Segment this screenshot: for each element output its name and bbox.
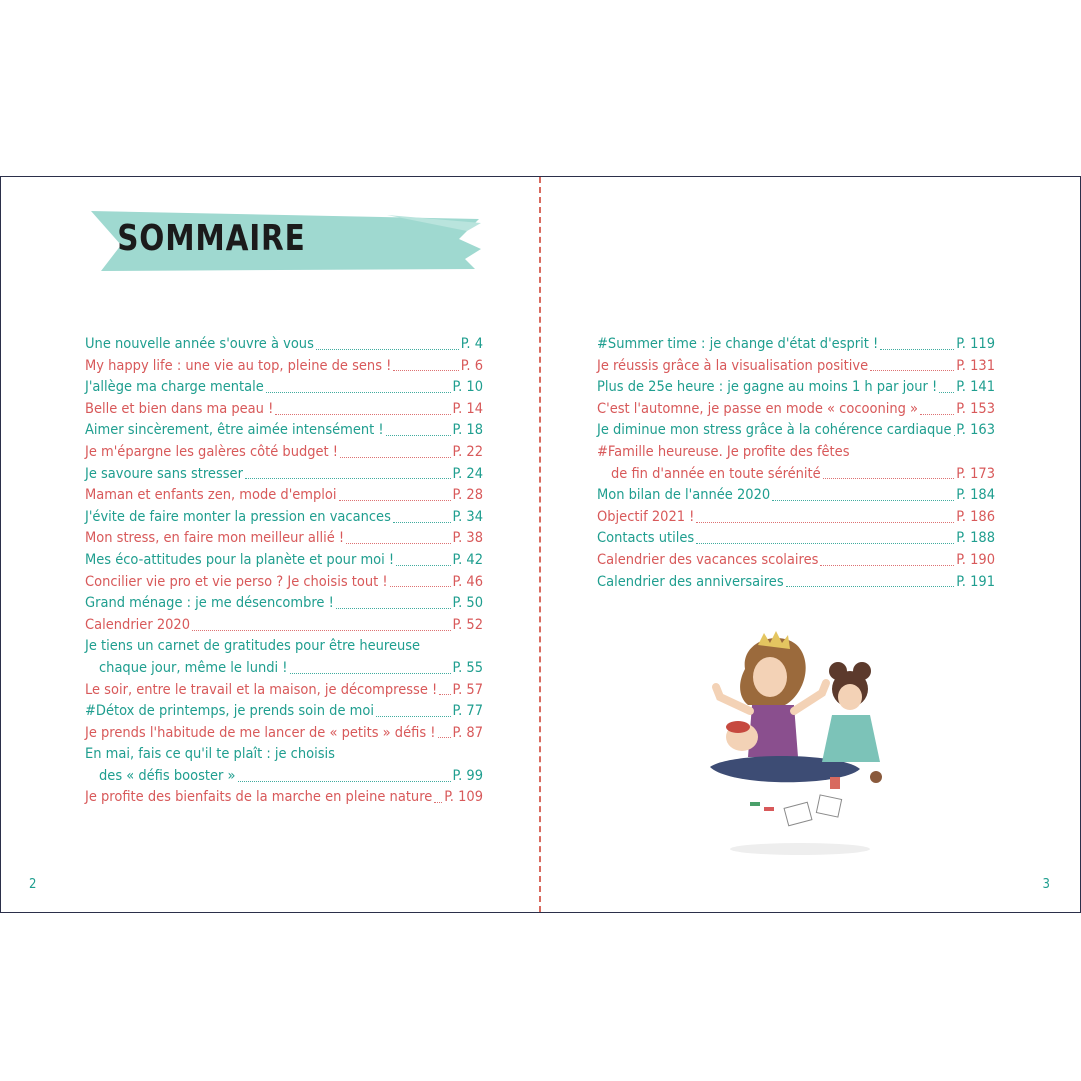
dot-leader <box>340 457 450 458</box>
dot-leader <box>880 349 954 350</box>
table-of-contents-left <box>85 334 483 809</box>
toc-entry-page: P. 42 <box>452 551 483 568</box>
toc-entry-title: Calendrier 2020 <box>85 616 191 633</box>
toc-entry-page: P. 10 <box>452 379 483 396</box>
dot-leader <box>266 392 451 393</box>
page-title: SOMMAIRE <box>117 218 306 259</box>
dot-leader <box>316 349 459 350</box>
toc-entry <box>85 787 483 809</box>
toc-entry-page: P. 190 <box>956 551 995 568</box>
dot-leader <box>823 478 955 479</box>
mother-children-illustration-icon <box>690 627 910 867</box>
toc-entry <box>85 507 483 529</box>
toc-entry-page: P. 18 <box>452 422 483 439</box>
toc-entry-page: P. 38 <box>452 530 483 547</box>
toc-entry <box>597 507 995 529</box>
toc-entry-page: P. 87 <box>452 724 483 741</box>
book-spread <box>0 176 1081 913</box>
toc-entry-title: des « défis booster » <box>99 767 236 784</box>
toc-entry <box>597 572 995 594</box>
dot-leader <box>393 370 458 371</box>
toc-entry-title: #Famille heureuse. Je profite des fêtes <box>597 443 850 460</box>
toc-entry-title: Maman et enfants zen, mode d'emploi <box>85 487 337 504</box>
toc-entry-title: Je tiens un carnet de gratitudes pour être heureuse <box>85 638 421 655</box>
toc-entry-title: Je prends l'habitude de me lancer de « petits » défis ! <box>85 724 436 741</box>
toc-entry-title: Calendrier des anniversaires <box>597 573 784 590</box>
toc-entry-page: P. 119 <box>956 336 995 352</box>
toc-entry-page: P. 34 <box>452 508 483 525</box>
toc-entry-page: P. 191 <box>956 573 995 590</box>
toc-entry-title: Belle et bien dans ma peau ! <box>85 400 274 417</box>
toc-entry-title: Je profite des bienfaits de la marche en pleine nature <box>85 789 433 806</box>
dot-leader <box>346 543 450 544</box>
toc-entry <box>85 528 483 550</box>
toc-entry-title: Je savoure sans stresser <box>85 465 243 482</box>
left-page <box>0 177 540 912</box>
right-page <box>540 177 1081 912</box>
toc-entry <box>597 550 995 572</box>
toc-entry-page: P. 24 <box>452 465 483 482</box>
toc-entry-title: Contacts utiles <box>597 530 695 547</box>
toc-entry <box>85 615 483 637</box>
toc-entry-page: P. 141 <box>956 379 995 396</box>
toc-entry-page: P. 109 <box>444 789 483 806</box>
toc-entry <box>85 680 483 702</box>
toc-entry-page: P. 57 <box>452 681 483 698</box>
toc-entry <box>85 399 483 421</box>
dot-leader <box>786 586 955 587</box>
toc-entry-page: P. 188 <box>956 530 995 547</box>
toc-entry <box>85 636 483 658</box>
dot-leader <box>396 565 450 566</box>
toc-entry-title: En mai, fais ce qu'il te plaît : je choisis <box>85 746 335 763</box>
toc-entry-title: Concilier vie pro et vie perso ? Je choisis tout ! <box>85 573 388 590</box>
toc-entry-page: P. 184 <box>956 487 995 504</box>
toc-entry <box>597 399 995 421</box>
toc-entry-page: P. 131 <box>956 357 995 374</box>
dot-leader <box>870 370 954 371</box>
toc-entry <box>85 723 483 745</box>
toc-entry-title: Grand ménage : je me désencombre ! <box>85 595 334 612</box>
toc-entry-page: P. 14 <box>452 400 483 417</box>
toc-entry-page: P. 46 <box>452 573 483 590</box>
dot-leader <box>434 802 442 803</box>
toc-entry <box>597 356 995 378</box>
toc-entry <box>85 766 483 788</box>
toc-entry-title: Je m'épargne les galères côté budget ! <box>85 443 339 460</box>
dot-leader <box>192 630 450 631</box>
dot-leader <box>390 586 451 587</box>
toc-entry-title: #Summer time : je change d'état d'esprit ! <box>597 336 879 352</box>
toc-entry <box>597 377 995 399</box>
table-of-contents-right <box>597 334 995 593</box>
toc-entry <box>85 572 483 594</box>
toc-entry <box>85 420 483 442</box>
toc-entry-page: P. 186 <box>956 508 995 525</box>
toc-entry <box>85 485 483 507</box>
toc-entry-title: Je réussis grâce à la visualisation positive <box>597 357 869 374</box>
dot-leader <box>438 737 451 738</box>
dot-leader <box>820 565 954 566</box>
toc-entry-title: Aimer sincèrement, être aimée intensément ! <box>85 422 384 439</box>
dot-leader <box>386 435 451 436</box>
toc-entry <box>85 744 483 766</box>
toc-entry-title: Objectif 2021 ! <box>597 508 695 525</box>
dot-leader <box>920 414 954 415</box>
dot-leader <box>376 716 451 717</box>
toc-entry-title: Mon bilan de l'année 2020 <box>597 487 771 504</box>
page-number-left: 2 <box>29 877 37 892</box>
toc-entry-page: P. 4 <box>460 336 483 352</box>
toc-entry <box>85 658 483 680</box>
toc-entry <box>597 420 995 442</box>
toc-entry-title: Mes éco-attitudes pour la planète et pour moi ! <box>85 551 395 568</box>
toc-entry-page: P. 77 <box>452 703 483 720</box>
dot-leader <box>275 414 450 415</box>
dot-leader <box>696 522 954 523</box>
toc-entry <box>85 377 483 399</box>
toc-entry <box>85 550 483 572</box>
toc-entry-title: #Détox de printemps, je prends soin de moi <box>85 703 374 720</box>
dot-leader <box>772 500 954 501</box>
toc-entry-title: Calendrier des vacances scolaires <box>597 551 819 568</box>
toc-entry <box>597 442 995 464</box>
toc-entry <box>597 485 995 507</box>
dot-leader <box>393 522 451 523</box>
toc-entry <box>85 356 483 378</box>
dot-leader <box>696 543 954 544</box>
dot-leader <box>290 673 451 674</box>
toc-entry-title: J'évite de faire monter la pression en vacances <box>85 508 391 525</box>
toc-entry-title: C'est l'automne, je passe en mode « cocooning » <box>597 400 919 417</box>
dot-leader <box>339 500 451 501</box>
dot-leader <box>238 781 451 782</box>
dot-leader <box>954 435 955 436</box>
toc-entry <box>85 593 483 615</box>
toc-entry <box>85 701 483 723</box>
toc-entry-title: J'allège ma charge mentale <box>85 379 264 396</box>
toc-entry-title: chaque jour, même le lundi ! <box>99 659 288 676</box>
toc-entry-title: My happy life : une vie au top, pleine de sens ! <box>85 357 392 374</box>
toc-entry-page: P. 50 <box>452 595 483 612</box>
toc-entry-page: P. 6 <box>460 357 483 374</box>
dot-leader <box>245 478 451 479</box>
toc-entry <box>85 464 483 486</box>
toc-entry-page: P. 52 <box>452 616 483 633</box>
toc-entry-page: P. 173 <box>956 465 995 482</box>
toc-entry-page: P. 28 <box>452 487 483 504</box>
toc-entry-title: Mon stress, en faire mon meilleur allié ! <box>85 530 345 547</box>
toc-entry-title: Je diminue mon stress grâce à la cohérence cardiaque <box>597 422 952 439</box>
toc-entry <box>597 464 995 486</box>
dot-leader <box>336 608 451 609</box>
toc-entry-title: Une nouvelle année s'ouvre à vous <box>85 336 314 352</box>
toc-entry-page: P. 163 <box>956 422 995 439</box>
dot-leader <box>439 694 450 695</box>
toc-entry <box>597 334 995 356</box>
toc-entry-page: P. 99 <box>452 767 483 784</box>
toc-entry-page: P. 22 <box>452 443 483 460</box>
toc-entry-title: de fin d'année en toute sérénité <box>611 465 821 482</box>
dot-leader <box>939 392 954 393</box>
toc-entry-page: P. 55 <box>452 659 483 676</box>
toc-entry <box>85 442 483 464</box>
toc-entry-title: Le soir, entre le travail et la maison, je décompresse ! <box>85 681 438 698</box>
toc-entry-page: P. 153 <box>956 400 995 417</box>
toc-entry <box>597 528 995 550</box>
page-number-right: 3 <box>1042 877 1050 892</box>
toc-entry <box>85 334 483 356</box>
toc-entry-title: Plus de 25e heure : je gagne au moins 1 h par jour ! <box>597 379 938 396</box>
